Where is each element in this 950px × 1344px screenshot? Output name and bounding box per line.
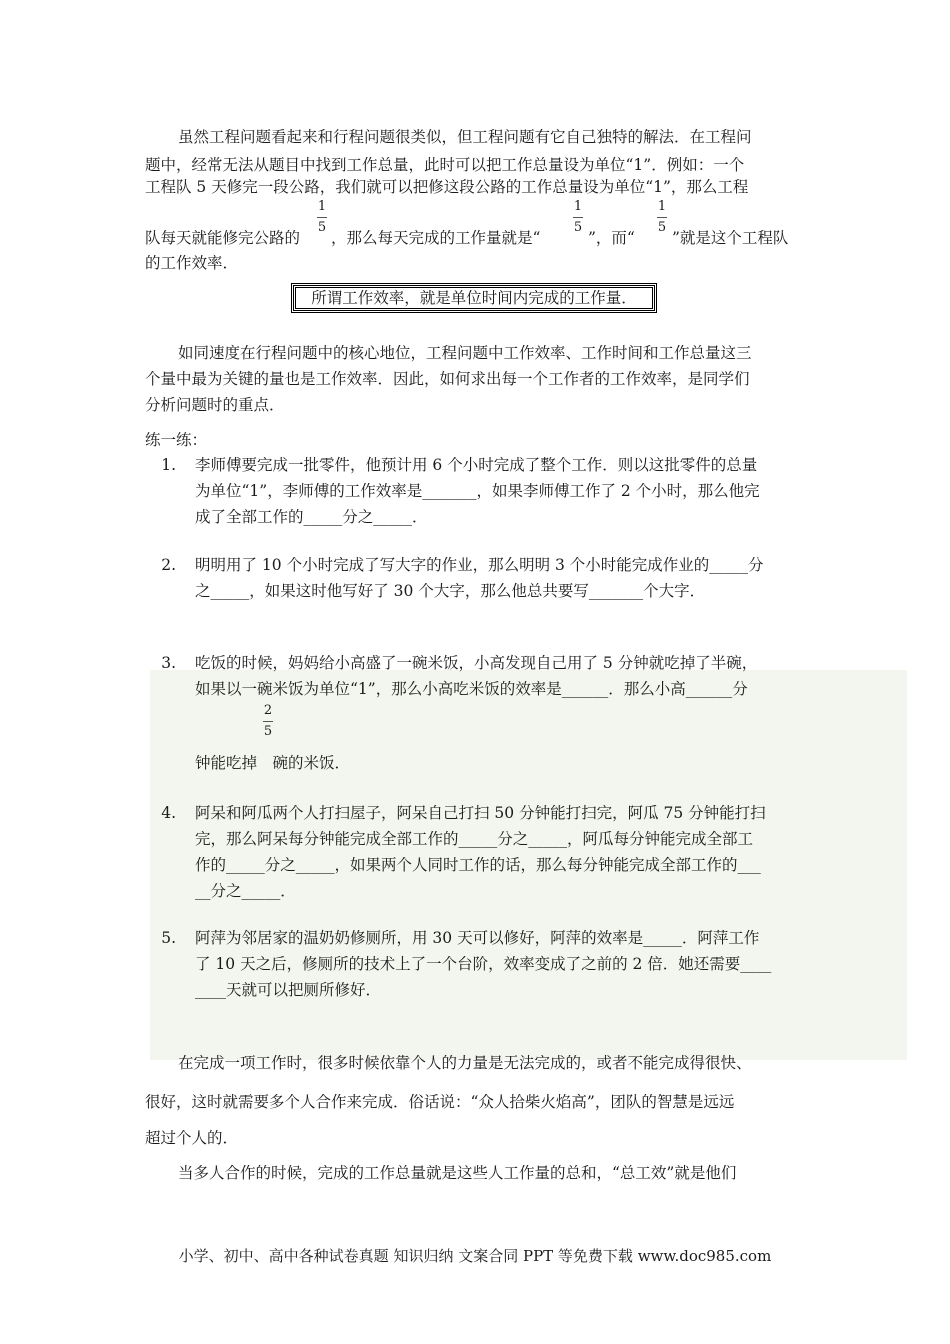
fraction-one-fifth — [654, 200, 670, 235]
fraction-denominator: 5 — [573, 220, 583, 235]
fraction-numerator: 1 — [573, 199, 583, 214]
intro-line-5: 的工作效率． — [145, 254, 239, 272]
problem-4-line-4: __分之_____． — [195, 882, 296, 900]
page-footer: 小学、初中、高中各种试卷真题 知识归纳 文案合同 PPT 等免费下载 www.doc985.com — [178, 1247, 772, 1265]
intro-line-4d: ”就是这个工程队 — [672, 229, 789, 247]
problem-2-line-1: 明明用了 10 个小时完成了写大字的作业，那么明明 3 个小时能完成作业的_____分 — [195, 556, 764, 574]
intro-line-2: 题中，经常无法从题目中找到工作总量，此时可以把工作总量设为单位“1”．例如：一个 — [145, 156, 745, 174]
core-line-1: 如同速度在行程问题中的核心地位，工程问题中工作效率、工作时间和工作总量这三 — [178, 344, 752, 362]
fraction-denominator: 5 — [657, 220, 667, 235]
core-line-2: 个量中最为关键的量也是工作效率．因此，如何求出每一个工作者的工作效率，是同学们 — [145, 370, 750, 388]
teamwork-line-2: 很好，这时就需要多个人合作来完成．俗话说：“众人拾柴火焰高”，团队的智慧是远远 — [145, 1093, 735, 1111]
core-line-3: 分析问题时的重点． — [145, 396, 285, 414]
problem-1-line-2: 为单位“1”，李师傅的工作效率是_______，如果李师傅工作了 2 个小时，那么他完 — [195, 482, 760, 500]
fraction-numerator: 1 — [317, 199, 327, 214]
problem-5-line-2: 了 10 天之后，修厕所的技术上了一个台阶，效率变成了之前的 2 倍．她还需要____ — [195, 955, 772, 973]
problem-1-line-3: 成了全部工作的_____分之_____． — [195, 508, 428, 526]
fraction-two-fifths — [259, 704, 277, 739]
problem-4-line-2: 完，那么阿呆每分钟能完成全部工作的_____分之_____，阿瓜每分钟能完成全部工 — [195, 830, 754, 848]
problem-5-line-1: 阿萍为邻居家的温奶奶修厕所，用 30 天可以修好，阿萍的效率是_____．阿萍工作 — [195, 929, 760, 947]
problem-number: 1. — [161, 456, 176, 474]
problem-number: 4. — [161, 804, 176, 822]
problem-number: 2. — [161, 556, 176, 574]
intro-line-4b: ，那么每天完成的工作量就是“ — [331, 229, 541, 247]
fraction-denominator: 5 — [263, 724, 273, 739]
intro-line-3: 工程队 5 天修完一段公路，我们就可以把修这段公路的工作总量设为单位“1”，那么工程 — [145, 178, 749, 196]
teamwork-line-1: 在完成一项工作时，很多时候依靠个人的力量是无法完成的，或者不能完成得很快、 — [178, 1054, 752, 1072]
fraction-one-fifth — [570, 200, 586, 235]
problem-2-line-2: 之_____，如果这时他写好了 30 个大字，那么他总共要写_______个大字． — [195, 582, 706, 600]
problem-1-line-1: 李师傅要完成一批零件，他预计用 6 个小时完成了整个工作．则以这批零件的总量 — [195, 456, 758, 474]
teamwork-line-4: 当多人合作的时候，完成的工作总量就是这些人工作量的总和，“总工效”就是他们 — [178, 1164, 737, 1182]
teamwork-line-3: 超过个人的． — [145, 1129, 239, 1147]
problem-3-line-1: 吃饭的时候，妈妈给小高盛了一碗米饭，小高发现自己用了 5 分钟就吃掉了半碗， — [195, 654, 758, 672]
problem-5-line-3: ____天就可以把厕所修好． — [195, 981, 382, 999]
fraction-denominator: 5 — [317, 220, 327, 235]
intro-line-4c: ”，而“ — [588, 229, 635, 247]
definition-box: 所谓工作效率，就是单位时间内完成的工作量． — [293, 285, 655, 311]
problem-number: 5. — [161, 929, 176, 947]
problem-number: 3. — [161, 654, 176, 672]
fraction-numerator: 2 — [263, 703, 273, 718]
fraction-numerator: 1 — [657, 199, 667, 214]
problem-3-line-3: 钟能吃掉 碗的米饭． — [195, 754, 351, 772]
practice-title: 练一练： — [145, 431, 208, 449]
intro-line-1: 虽然工程问题看起来和行程问题很类似，但工程问题有它自己独特的解法．在工程问 — [178, 128, 752, 146]
problem-4-line-3: 作的_____分之_____，如果两个人同时工作的话，那么每分钟能完成全部工作的___ — [195, 856, 761, 874]
problem-4-line-1: 阿呆和阿瓜两个人打扫屋子，阿呆自己打扫 50 分钟能打扫完，阿瓜 75 分钟能打扫 — [195, 804, 766, 822]
problem-3-line-2: 如果以一碗米饭为单位“1”，那么小高吃米饭的效率是______．那么小高______分 — [195, 680, 748, 698]
intro-line-4a: 队每天就能修完公路的 — [145, 229, 301, 247]
fraction-one-fifth — [314, 200, 330, 235]
